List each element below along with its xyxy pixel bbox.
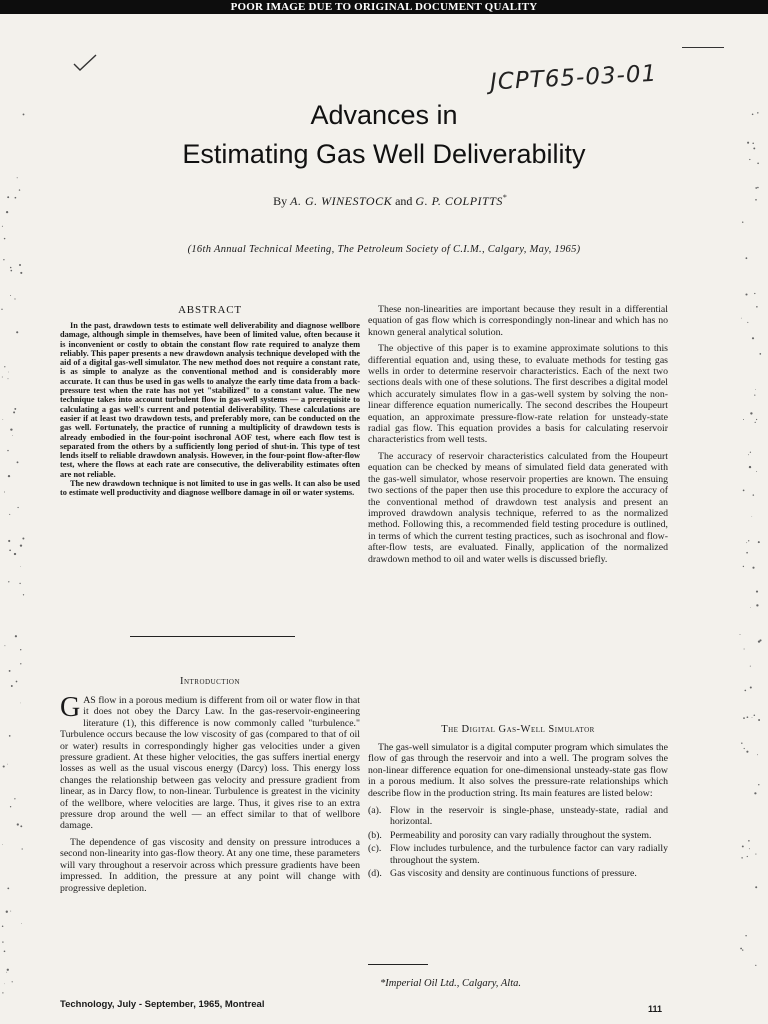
right-column-intro xyxy=(368,304,668,565)
scan-speck xyxy=(742,949,743,950)
scan-speck xyxy=(755,886,757,888)
scan-speck xyxy=(750,666,751,667)
scan-speck xyxy=(9,735,11,737)
handwritten-code: JCPT65-03-01 xyxy=(489,60,658,96)
quality-banner: POOR IMAGE DUE TO ORIGINAL DOCUMENT QUALITY xyxy=(0,0,768,14)
feature-item xyxy=(368,805,668,828)
scan-speck xyxy=(20,566,21,567)
scan-speck xyxy=(10,267,12,269)
scan-speck xyxy=(20,272,22,274)
scan-speck xyxy=(741,857,742,858)
paper-title xyxy=(100,96,668,174)
left-margin-specks xyxy=(0,100,26,1000)
scan-speck xyxy=(8,372,9,373)
right-paragraph-2: The objective of this paper is to examine approximate solutions to this differential equation and, using these, to evaluate methods for testing gas wells in order to determine reservoir characteristics. Each of the next two sections deals with one of these solutions. The first describes a digital model which accurately simulates flow in a gas-well system by solving the non-linear difference equation numerically. The second describes the Houpeurt equation, an approximate pressure-flow-rate relation for unsteady-state radial gas flow. This equation provides a basis for calculating reservoir characteristics from well tests. xyxy=(368,343,668,446)
scan-speck xyxy=(756,306,758,308)
scan-speck xyxy=(10,428,12,430)
feature-label: (d). xyxy=(368,868,382,880)
scan-speck xyxy=(20,649,21,650)
scan-speck xyxy=(21,923,22,924)
author-1: A. G. WINESTOCK xyxy=(290,194,393,208)
section-divider xyxy=(130,636,295,637)
scan-speck xyxy=(752,114,754,116)
scan-speck xyxy=(4,366,5,367)
scan-speck xyxy=(7,969,9,971)
scan-speck xyxy=(3,259,4,260)
scan-speck xyxy=(758,784,759,785)
scan-speck xyxy=(745,293,747,295)
scan-speck xyxy=(746,552,748,554)
scan-speck xyxy=(2,226,3,227)
scan-speck xyxy=(758,541,760,543)
abstract-body xyxy=(60,321,360,498)
scan-speck xyxy=(6,972,7,973)
scan-speck xyxy=(754,714,756,716)
scan-speck xyxy=(757,112,758,113)
feature-label: (c). xyxy=(368,843,382,855)
scan-speck xyxy=(756,471,757,472)
scan-speck xyxy=(754,792,756,794)
scan-speck xyxy=(2,925,4,927)
scan-speck xyxy=(754,293,755,294)
scan-speck xyxy=(15,635,17,637)
scan-speck xyxy=(20,825,22,827)
scan-speck xyxy=(4,950,6,952)
scan-speck xyxy=(741,742,742,743)
scan-speck xyxy=(742,221,743,222)
footnote-rule xyxy=(368,964,428,965)
scan-speck xyxy=(9,670,11,672)
feature-text: Gas viscosity and density are continuous functions of pressure. xyxy=(390,868,637,880)
right-paragraph-3: The accuracy of reservoir characteristics calculated from the Houpeurt equation can be checked by means of simulated field data generated with the gas-well simulator, whose reservoir properties are known. The ensuing two sections of the paper then use this procedure to explore the accuracy of the conventional method of drawdown test analysis and present an improved drawdown analysis technique, referred to as the normalized method. Following this, a recommended field testing procedure is outlined, in terms of which the current testing practices, such as isochronal and flow-after-flow tests, are evaluated. Finally, application of the normalized drawdown method to oil and water wells is discussed briefly. xyxy=(368,450,668,565)
scan-speck xyxy=(758,719,760,721)
scan-speck xyxy=(754,395,755,396)
top-right-line xyxy=(682,47,724,48)
scan-speck xyxy=(4,645,5,646)
feature-label: (b). xyxy=(368,829,382,841)
scan-speck xyxy=(747,716,749,718)
scan-speck xyxy=(757,187,759,189)
author-2: G. P. COLPITTS xyxy=(415,194,503,208)
scan-speck xyxy=(9,514,10,515)
scan-speck xyxy=(743,490,745,492)
checkmark-icon xyxy=(72,52,98,74)
introduction-heading: Introduction xyxy=(179,676,241,687)
scan-speck xyxy=(4,238,5,239)
right-margin-specks xyxy=(738,100,764,1000)
scan-speck xyxy=(750,452,751,453)
meeting-info: (16th Annual Technical Meeting, The Petroleum Society of C.I.M., Calgary, May, 1965) xyxy=(187,244,581,255)
feature-text: Permeability and porosity can vary radially throughout the system. xyxy=(390,829,652,841)
affiliation-mark: * xyxy=(502,193,507,202)
scan-speck xyxy=(755,187,757,189)
scan-speck xyxy=(8,378,9,379)
scan-speck xyxy=(742,845,744,847)
scan-speck xyxy=(753,494,754,495)
scan-speck xyxy=(14,298,15,299)
title-line-2: Estimating Gas Well Deliverability xyxy=(182,139,586,169)
scan-speck xyxy=(20,663,21,664)
scan-speck xyxy=(744,690,746,692)
scan-speck xyxy=(746,257,748,259)
scan-speck xyxy=(744,748,745,749)
scan-speck xyxy=(6,211,8,213)
abstract-paragraph-2: The new drawdown technique is not limited to use in gas wells. It can also be used to estimate well productivity and diagnose wellbore damage in oil or water systems. xyxy=(60,479,360,498)
scan-speck xyxy=(10,911,11,912)
scan-speck xyxy=(13,411,15,413)
feature-item xyxy=(368,868,668,879)
footnote: *Imperial Oil Ltd., Calgary, Alta. xyxy=(380,978,521,989)
scan-speck xyxy=(752,143,754,145)
scan-speck xyxy=(11,685,13,687)
byline-and: and xyxy=(395,194,413,208)
scan-speck xyxy=(19,264,21,266)
drop-cap: G xyxy=(60,692,81,723)
scan-speck xyxy=(751,516,752,517)
feature-item xyxy=(368,843,668,866)
scan-speck xyxy=(2,992,3,993)
feature-item xyxy=(368,830,668,841)
scan-speck xyxy=(750,607,751,608)
scan-speck xyxy=(758,640,760,642)
scan-speck xyxy=(752,717,753,718)
scan-speck xyxy=(748,454,749,455)
scan-speck xyxy=(748,540,749,541)
scan-speck xyxy=(757,162,759,164)
scan-speck xyxy=(17,507,18,508)
introduction-paragraph-1-text: AS flow in a porous medium is different from oil or water flow in that it does not obey the Darcy Law. In the gas-reservoir-engineering literature (1), this difference is now commonly called "turbulence." Turbulence occurs because the low viscosity of gas (compared to that of oil or water) results in correspondingly higher gas velocities under a given pressure gradient. At these higher velocities, the gas suffers inertial energy losses as well as the usual viscous energy (Darcy) loss. This energy loss changes the relationship between gas velocity and pressure gradient from linear, as in Darcy flow, to non-linear. Turbulence is greatest in the vicinity of the wellbore, where velocities are large. Thus, it gives rise to an extra pressure drop around the well — an effect similar to that of wellbore damage. xyxy=(60,695,360,832)
scan-speck xyxy=(23,113,25,115)
scan-speck xyxy=(16,331,18,333)
journal-footer: Technology, July - September, 1965, Montreal xyxy=(60,999,265,1010)
scan-speck xyxy=(744,649,745,650)
scan-speck xyxy=(16,681,18,683)
scan-speck xyxy=(756,591,758,593)
scan-speck xyxy=(2,419,3,420)
simulator-heading: The Digital Gas-Well Simulator xyxy=(441,724,595,735)
introduction-paragraph-2: The dependence of gas viscosity and density on pressure introduces a second non-linearity into gas-flow theory. At any one time, these parameters will vary throughout a reservoir across which pressure gradients have been impressed. In addition, the pressure at any point will change with progressive depletion. xyxy=(60,836,360,894)
scan-speck xyxy=(753,147,755,149)
scan-speck xyxy=(7,196,9,198)
right-paragraph-1: These non-linearities are important because they result in a differential equation of gas flow which is correspondingly non-linear and which has no known general analytical solution. xyxy=(368,304,668,338)
abstract-heading: ABSTRACT xyxy=(178,304,242,316)
scan-speck xyxy=(755,854,756,855)
scan-speck xyxy=(749,848,750,849)
scan-speck xyxy=(748,840,750,842)
scan-speck xyxy=(2,844,3,845)
scan-speck xyxy=(747,142,749,144)
scan-speck xyxy=(3,765,5,767)
scan-speck xyxy=(757,754,758,755)
scan-speck xyxy=(740,948,742,950)
scan-speck xyxy=(1,309,2,310)
scan-speck xyxy=(20,544,22,546)
scan-speck xyxy=(741,318,742,319)
scan-speck xyxy=(11,270,13,272)
scan-speck xyxy=(12,435,13,436)
scan-speck xyxy=(749,159,750,160)
feature-text: Flow in the reservoir is single-phase, unsteady-state, radial and horizontal. xyxy=(390,805,668,828)
simulator-body xyxy=(368,742,668,881)
scan-speck xyxy=(23,594,24,595)
scan-speck xyxy=(22,848,23,849)
introduction-body xyxy=(60,692,360,894)
feature-label: (a). xyxy=(368,805,382,817)
scan-speck xyxy=(10,295,11,296)
scan-speck xyxy=(8,540,10,542)
scan-speck xyxy=(746,542,747,543)
scan-speck xyxy=(7,888,9,890)
scan-speck xyxy=(746,751,748,753)
page-number: 111 xyxy=(648,1004,663,1014)
scan-speck xyxy=(8,581,9,582)
scan-speck xyxy=(752,337,754,339)
scan-speck xyxy=(755,965,756,966)
scan-speck xyxy=(10,806,11,807)
scan-speck xyxy=(17,461,19,463)
title-line-1: Advances in xyxy=(310,100,458,130)
scan-speck xyxy=(15,197,17,199)
scan-speck xyxy=(7,450,8,451)
scan-speck xyxy=(747,322,748,323)
scan-speck xyxy=(19,583,20,584)
scan-speck xyxy=(747,856,748,857)
scan-speck xyxy=(743,717,745,719)
byline xyxy=(150,193,630,209)
scan-speck xyxy=(743,419,744,420)
byline-by: By xyxy=(273,194,288,208)
abstract-paragraph-1: In the past, drawdown tests to estimate well deliverability and diagnose wellbore damage, although simple in themselves, have been of limited value, often because it is inconvenient or costly to obtain the constant flow rate required to analyze them reliably. This paper presents a new drawdown analysis technique developed with the aid of a digital gas-well simulator. The new method does not require a constant rate, is as simple to analyze as the conventional method and is considerably more accurate. It can thus be used in gas wells to analyze the early time data from a back-pressure test when the rate has not yet "stabilized" to a constant value. The new technique takes into account turbulent flow in gas-well systems — a prerequisite to calculating a gas well's current and potential deliverability. These calculations are easier if at least two drawdown tests, and preferably more, can be conducted on the gas well. Fortunately, the practice of running a multiplicity of drawdown tests is already embodied in the four-point isochronal AOF test, where each flow test is separated from the others by a sufficiently long period of shut-in. This type of test lends itself to reliable drawdown analysis. However, in the four-point flow-after-flow test, where the flows at each rate are consecutive, the deliverability estimates often are not reliable. xyxy=(60,321,360,479)
scan-speck xyxy=(20,703,21,704)
feature-text: Flow includes turbulence, and the turbulence factor can vary radially throughout the system. xyxy=(390,843,668,866)
scan-speck xyxy=(743,566,744,567)
scan-speck xyxy=(756,604,758,606)
feature-list xyxy=(368,805,668,879)
scan-speck xyxy=(756,419,757,420)
scan-speck xyxy=(14,408,16,410)
scan-speck xyxy=(740,634,741,635)
simulator-paragraph: The gas-well simulator is a digital computer program which simulates the flow of gas through the reservoir and into a well. The program solves the non-linear difference equation for one-dimensional unsteady-state gas flow in a porous medium. It also solves the pressure-rate relationships which describe flow in the production string. Its main features are listed below: xyxy=(368,742,668,799)
scan-speck xyxy=(752,567,754,569)
scan-speck xyxy=(17,177,18,178)
scan-speck xyxy=(9,549,11,551)
scan-speck xyxy=(17,823,19,825)
scan-speck xyxy=(4,492,5,493)
introduction-paragraph-1 xyxy=(60,692,360,832)
scan-speck xyxy=(745,935,746,936)
scan-speck xyxy=(14,798,15,799)
scan-speck xyxy=(755,199,757,201)
scan-speck xyxy=(12,981,13,982)
scan-speck xyxy=(755,389,756,390)
scan-speck xyxy=(6,911,8,913)
scan-speck xyxy=(4,983,5,984)
scan-speck xyxy=(750,412,752,414)
scan-speck xyxy=(750,686,752,688)
scan-speck xyxy=(19,189,20,190)
scan-speck xyxy=(755,422,756,423)
scan-speck xyxy=(759,353,761,355)
scan-speck xyxy=(22,538,24,540)
scan-speck xyxy=(2,941,3,942)
scan-speck xyxy=(8,475,10,477)
scan-speck xyxy=(14,553,16,555)
scan-speck xyxy=(749,466,751,468)
scan-speck xyxy=(2,377,3,378)
scan-speck xyxy=(7,764,8,765)
